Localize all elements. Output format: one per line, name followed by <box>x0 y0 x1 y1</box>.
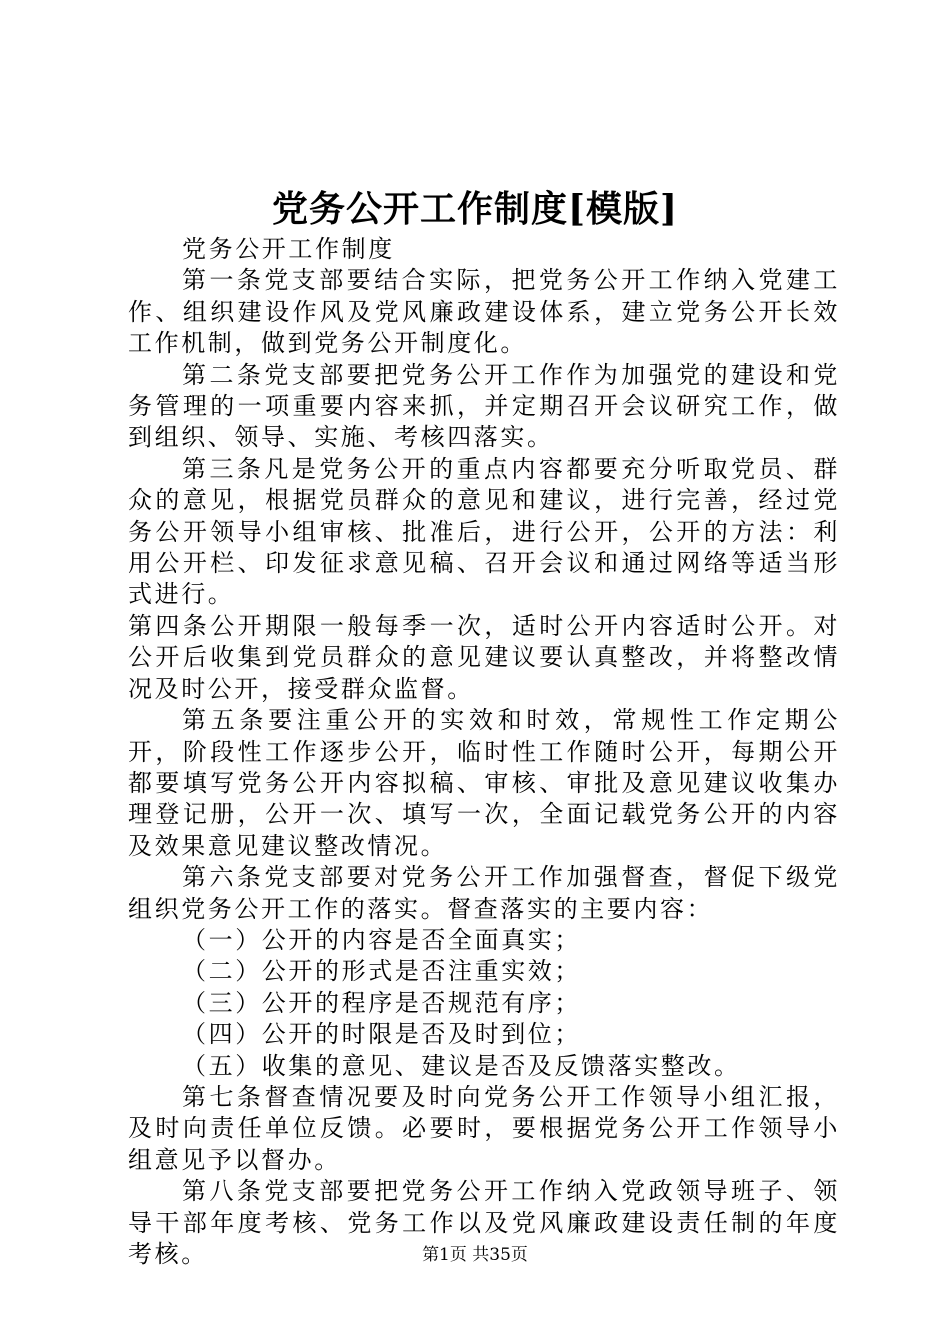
paragraph: 第二条党支部要把党务公开工作作为加强党的建设和党务管理的一项重要内容来抓，并定期召开会议研究工作，做到组织、领导、实施、考核四落实。 <box>128 360 840 452</box>
paragraph: 第八条党支部要把党务公开工作纳入党政领导班子、领导干部年度考核、党务工作以及党风廉政建设责任制的年度考核。 <box>128 1177 840 1268</box>
list-item: （三）公开的程序是否规范有序； <box>182 988 581 1017</box>
list-item: （二）公开的形式是否注重实效； <box>182 957 581 986</box>
page-number: 第1页 共35页 <box>422 1245 528 1265</box>
paragraph: 第一条党支部要结合实际，把党务公开工作纳入党建工作、组织建设作风及党风廉政建设体系，建立党务公开长效工作机制，做到党务公开制度化。 <box>128 266 840 358</box>
document-body <box>128 234 840 1270</box>
document-title: 党务公开工作制度[模版] <box>271 188 679 230</box>
paragraph: 第七条督查情况要及时向党务公开工作领导小组汇报，及时向责任单位反馈。必要时，要根据党务公开工作领导小组意见予以督办。 <box>128 1082 840 1174</box>
list-item: （一）公开的内容是否全面真实； <box>182 925 581 954</box>
list-item: （五）收集的意见、建议是否及反馈落实整改。 <box>182 1051 741 1080</box>
paragraph: 第四条公开期限一般每季一次，适时公开内容适时公开。对公开后收集到党员群众的意见建议要认真整改，并将整改情况及时公开，接受群众监督。 <box>128 611 840 703</box>
list-item: （四）公开的时限是否及时到位； <box>182 1020 581 1049</box>
paragraph: 第五条要注重公开的实效和时效，常规性工作定期公开，阶段性工作逐步公开，临时性工作随时公开，每期公开都要填写党务公开内容拟稿、审核、审批及意见建议收集办理登记册，公开一次、填写一次，全面记载党务公开的内容及效果意见建议整改情况。 <box>128 706 840 860</box>
paragraph: 第六条党支部要对党务公开工作加强督查，督促下级党组织党务公开工作的落实。督查落实的主要内容： <box>128 863 840 923</box>
paragraph: 党务公开工作制度 <box>182 235 395 263</box>
paragraph: 第三条凡是党务公开的重点内容都要充分听取党员、群众的意见，根据党员群众的意见和建议，进行完善，经过党务公开领导小组审核、批准后，进行公开，公开的方法：利用公开栏、印发征求意见稿、召开会议和通过网络等适当形式进行。 <box>128 454 840 609</box>
